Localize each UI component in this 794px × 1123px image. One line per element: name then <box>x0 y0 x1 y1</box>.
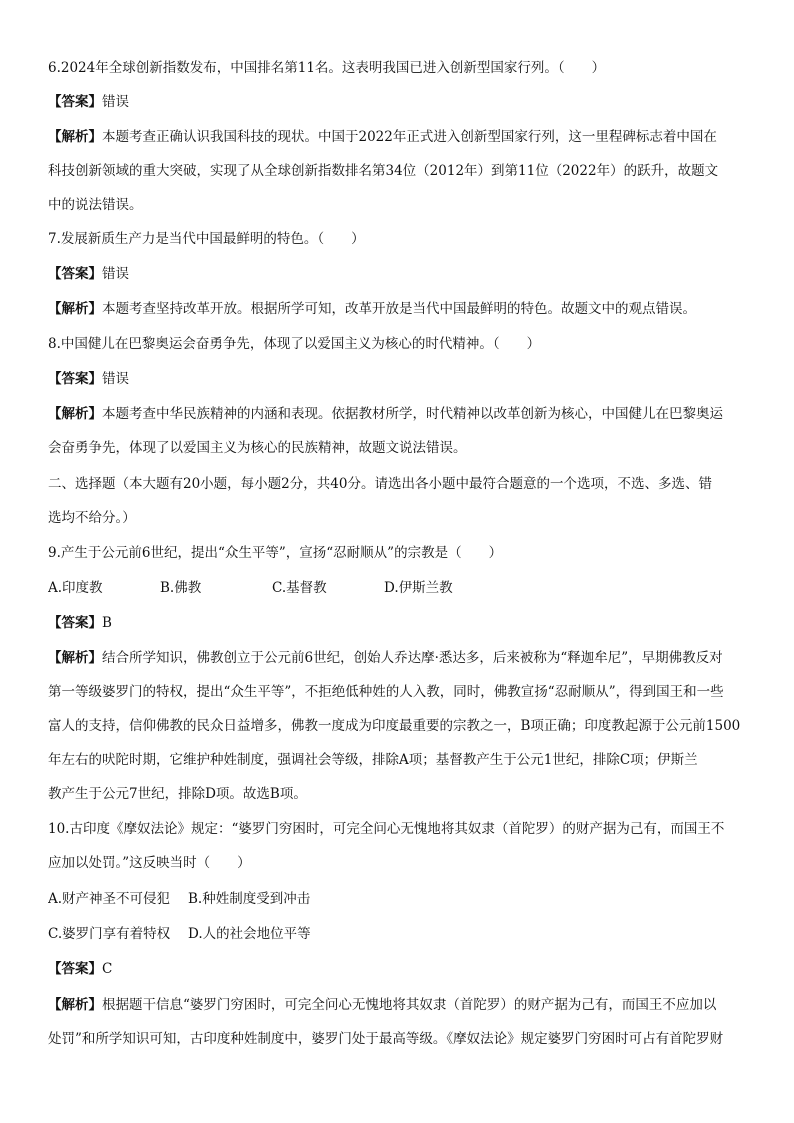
analysis-text: 本题考查坚持改革开放。根据所学可知，改革开放是当代中国最鲜明的特色。故题文中的观点错误。 <box>102 301 696 317</box>
answer-tag: 【答案】 <box>48 961 102 977</box>
question-9-answer <box>48 613 748 633</box>
question-10-stem-line-2: 应加以处罚。”这反映当时（ ） <box>48 855 251 871</box>
question-9-analysis-line-3: 富人的支持，信仰佛教的民众日益增多，佛教一度成为印度最重要的宗教之一，B项正确；印度教起源于公元前1500 <box>48 718 741 734</box>
question-6-answer <box>48 92 748 112</box>
question-7-answer <box>48 264 748 284</box>
question-8-stem: 8.中国健儿在巴黎奥运会奋勇争先，体现了以爱国主义为核心的时代精神。（ ） <box>48 336 541 352</box>
question-6-analysis-line-3: 中的说法错误。 <box>48 197 143 213</box>
question-6-analysis-line-1 <box>48 127 748 147</box>
option-b: B.种姓制度受到冲击 <box>188 891 311 907</box>
section-2-heading-line-1: 二、选择题（本大题有20小题，每小题2分，共40分。请选出各小题中最符合题意的一个选项，不选、多选、错 <box>48 476 712 492</box>
question-9-analysis-line-5: 教产生于公元7世纪，排除D项。故选B项。 <box>48 786 307 802</box>
answer-value: C <box>102 961 113 977</box>
answer-value: 错误 <box>102 371 129 387</box>
option-a: A.印度教 <box>48 580 103 596</box>
analysis-tag: 【解析】 <box>48 129 102 145</box>
question-6-stem: 6.2024年全球创新指数发布，中国排名第11名。这表明我国已进入创新型国家行列。（ ） <box>48 60 606 76</box>
answer-tag: 【答案】 <box>48 94 102 110</box>
analysis-text: 本题考查中华民族精神的内涵和表现。依据教材所学，时代精神以改革创新为核心，中国健儿在巴黎奥运 <box>102 406 723 422</box>
answer-value: B <box>102 615 112 631</box>
option-d: D.人的社会地位平等 <box>188 926 311 942</box>
answer-tag: 【答案】 <box>48 371 102 387</box>
question-7-analysis-line-1 <box>48 299 748 319</box>
answer-value: 错误 <box>102 94 129 110</box>
option-d: D.伊斯兰教 <box>384 580 453 596</box>
analysis-text: 根据题干信息“婆罗门穷困时，可完全问心无愧地将其奴隶（首陀罗）的财产据为己有，而国王不应加以 <box>102 997 717 1013</box>
analysis-tag: 【解析】 <box>48 406 102 422</box>
question-6-analysis-line-2: 科技创新领域的重大突破，实现了从全球创新指数排名第34位（2012年）到第11位（2022年）的跃升，故题文 <box>48 163 719 179</box>
analysis-tag: 【解析】 <box>48 997 102 1013</box>
question-8-analysis-line-1 <box>48 404 748 424</box>
question-10-analysis-line-2: 处罚”和所学知识可知，古印度种姓制度中，婆罗门处于最高等级。《摩奴法论》规定婆罗门穷困时可占有首陀罗财 <box>48 1031 724 1047</box>
option-a: A.财产神圣不可侵犯 <box>48 891 171 907</box>
option-b: B.佛教 <box>160 580 202 596</box>
question-9-stem: 9.产生于公元前6世纪，提出“众生平等”，宣扬“忍耐顺从”的宗教是（ ） <box>48 545 503 561</box>
analysis-tag: 【解析】 <box>48 650 102 666</box>
question-10-analysis-line-1 <box>48 995 748 1015</box>
question-9-options <box>48 578 748 598</box>
question-9-analysis-line-1 <box>48 648 748 668</box>
analysis-tag: 【解析】 <box>48 301 102 317</box>
answer-tag: 【答案】 <box>48 615 102 631</box>
answer-tag: 【答案】 <box>48 266 102 282</box>
question-9-analysis-line-2: 第一等级婆罗门的特权，提出“众生平等”，不拒绝低种姓的人入教，同时，佛教宣扬“忍耐顺从”，得到国王和一些 <box>48 684 724 700</box>
option-c: C.基督教 <box>272 580 327 596</box>
option-c: C.婆罗门享有着特权 <box>48 926 171 942</box>
question-8-analysis-line-2: 会奋勇争先，体现了以爱国主义为核心的民族精神，故题文说法错误。 <box>48 440 467 456</box>
question-10-stem-line-1: 10.古印度《摩奴法论》规定：“婆罗门穷困时，可完全问心无愧地将其奴隶（首陀罗）的财产据为己有，而国王不 <box>48 821 725 837</box>
question-10-options-row-1 <box>48 889 748 909</box>
question-7-stem: 7.发展新质生产力是当代中国最鲜明的特色。（ ） <box>48 231 365 247</box>
section-2-heading-line-2: 选均不给分。） <box>48 510 136 526</box>
question-10-options-row-2 <box>48 924 748 944</box>
question-9-analysis-line-4: 年左右的吠陀时期，它维护种姓制度，强调社会等级，排除A项；基督教产生于公元1世纪，排除C项；伊斯兰 <box>48 752 698 768</box>
question-10-answer <box>48 959 748 979</box>
question-8-answer <box>48 369 748 389</box>
analysis-text: 结合所学知识，佛教创立于公元前6世纪，创始人乔达摩·悉达多，后来被称为“释迦牟尼”，早期佛教反对 <box>102 650 723 666</box>
analysis-text: 本题考查正确认识我国科技的现状。中国于2022年正式进入创新型国家行列，这一里程碑标志着中国在 <box>102 129 717 145</box>
answer-value: 错误 <box>102 266 129 282</box>
